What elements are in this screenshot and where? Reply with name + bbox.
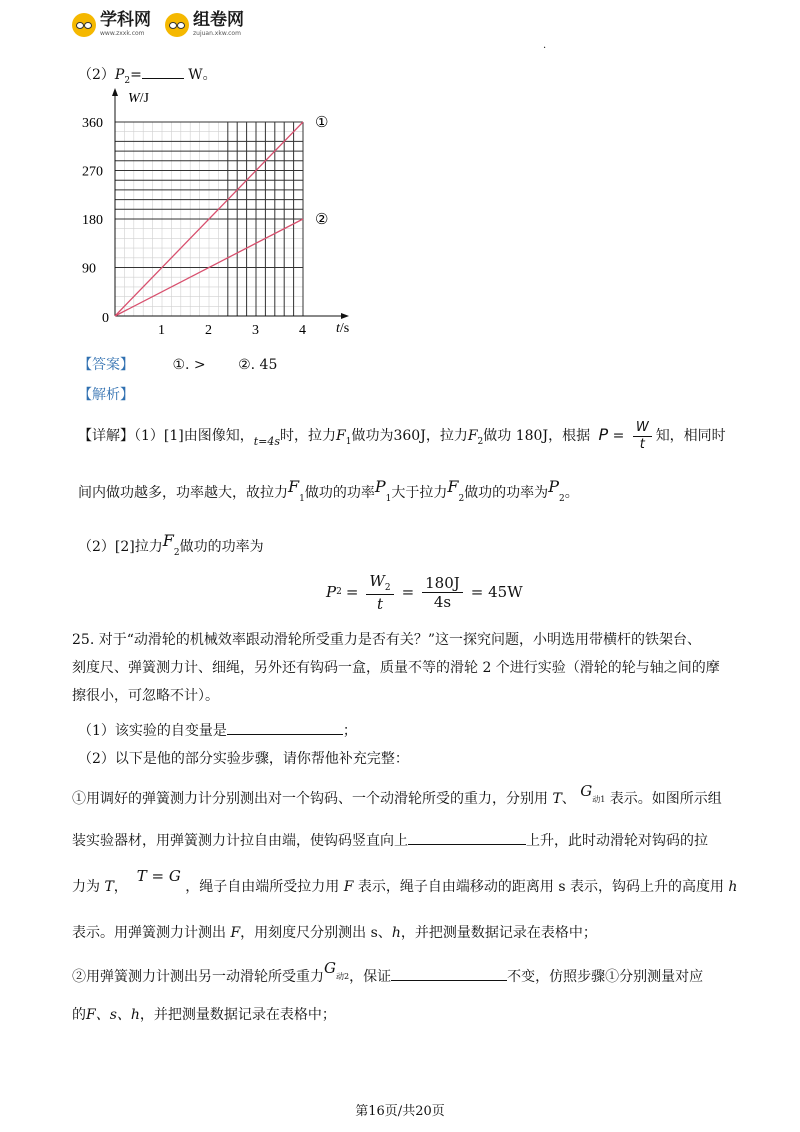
- detail-line-3: （2）[2]拉力$F_2$做功的功率为: [78, 531, 264, 558]
- origin-label: 0: [102, 311, 109, 326]
- mascot-icon: [72, 13, 96, 37]
- q25-step1-line1: ①用调好的弹簧测力计分别测出对一个钩码、一个动滑轮所受的重力，分别用 T、 $G_{动1}$ 表示。如图所示组: [72, 782, 722, 807]
- header: [72, 12, 244, 37]
- page-number: 第16页/共20页: [355, 1104, 445, 1119]
- answer-1: ①. >: [172, 357, 206, 373]
- series-label-2: ②: [315, 212, 329, 228]
- answer-blank[interactable]: [391, 966, 507, 981]
- y-tick-label: 360: [82, 116, 103, 131]
- y-axis-label: W/J: [128, 91, 150, 106]
- q25-sub2: （2）以下是他的部分实验步骤，请你帮他补充完整：: [78, 751, 409, 767]
- q25-stem: 25. 对于“动滑轮的机械效率跟动滑轮所受重力是否有关？”这一探究问题，小明选用带横杆的铁架台、 刻度尺、弹簧测力计、细绳，另外还有钩码一盒，质量不等的滑轮 2 个进行实验（滑轮的轮与轴之间的摩 擦很小，可忽略不计）。: [72, 632, 720, 704]
- analysis-tag: 【解析】: [78, 387, 134, 403]
- logo-url: www.zxxk.com: [100, 30, 145, 37]
- answer-blank[interactable]: [227, 720, 343, 735]
- q25-step1-line3: 力为 T， T = G ，绳子自由端所受拉力用 F 表示，绳子自由端移动的距离用 s 表示，钩码上升的高度用 h: [72, 867, 738, 895]
- q25-step2-line2: 的F、s、h，并把测量数据记录在表格中；: [72, 1007, 336, 1023]
- detail-line-1: 【详解】（1）[1]由图像知，$_{t=4s}$时，拉力$F_1$做功为360J，拉力$F_2$做功 180J，根据 P = $\frac{W}{t}$ 知，相同时: [78, 420, 726, 452]
- header-dot: .: [543, 40, 547, 51]
- y-tick-label: 90: [82, 261, 96, 277]
- x-tick-label: 3: [252, 323, 259, 338]
- x-axis-label: t/s: [336, 321, 350, 336]
- zujuan-logo[interactable]: [165, 12, 244, 37]
- detail-line-2: 间内做功越多，功率越大，故拉力$F_1$做功的功率$P_1$大于拉力$F_2$做功的功率为$P_2$。: [78, 477, 579, 504]
- chart-axes: [112, 88, 349, 319]
- work-time-chart: [70, 84, 370, 344]
- answer-blank[interactable]: [408, 830, 526, 845]
- zxxk-logo[interactable]: [72, 12, 151, 37]
- answer-blank[interactable]: [142, 64, 184, 79]
- q25-step1-line2: 装实验器材，用弹簧测力计拉自由端，使钩码竖直向上 上升，此时动滑轮对钩码的拉: [72, 830, 708, 850]
- q25-sub1: （1）该实验的自变量是 ；: [78, 720, 357, 740]
- chart-series: [115, 115, 328, 316]
- x-tick-label: 2: [205, 323, 212, 338]
- x-tick-label: 1: [158, 323, 165, 338]
- question-p2-line: $(2)P_2= W$。: [78, 64, 217, 86]
- x-tick-label: 4: [299, 323, 306, 338]
- power-formula: P 2 = $\frac{W_2}{t}$ = $\frac{180J}{4s}$ = 45W: [326, 572, 523, 613]
- logo-title: 组卷网: [193, 10, 244, 30]
- answer-tag: 【答案】: [78, 357, 134, 373]
- logo-url: zujuan.xkw.com: [193, 30, 241, 37]
- chart-labels: [82, 91, 349, 338]
- detail-tag: 【详解】: [78, 428, 134, 445]
- analysis-line: [78, 384, 134, 404]
- answer-2: ②. 45: [238, 357, 278, 373]
- q25-step1-line4: 表示。用弹簧测力计测出 F，用刻度尺分别测出 s、h，并把测量数据记录在表格中；: [72, 925, 597, 941]
- q25-step2-line1: ②用弹簧测力计测出另一动滑轮所受重力$G_{动2}$，保证 不变，仿照步骤①分别测量对应: [72, 959, 704, 985]
- series-label-1: ①: [315, 115, 329, 131]
- logo-title: 学科网: [100, 10, 151, 30]
- y-tick-label: 180: [82, 213, 103, 228]
- answer-line: [78, 354, 277, 374]
- mascot-icon: [165, 13, 189, 37]
- y-tick-label: 270: [82, 164, 103, 180]
